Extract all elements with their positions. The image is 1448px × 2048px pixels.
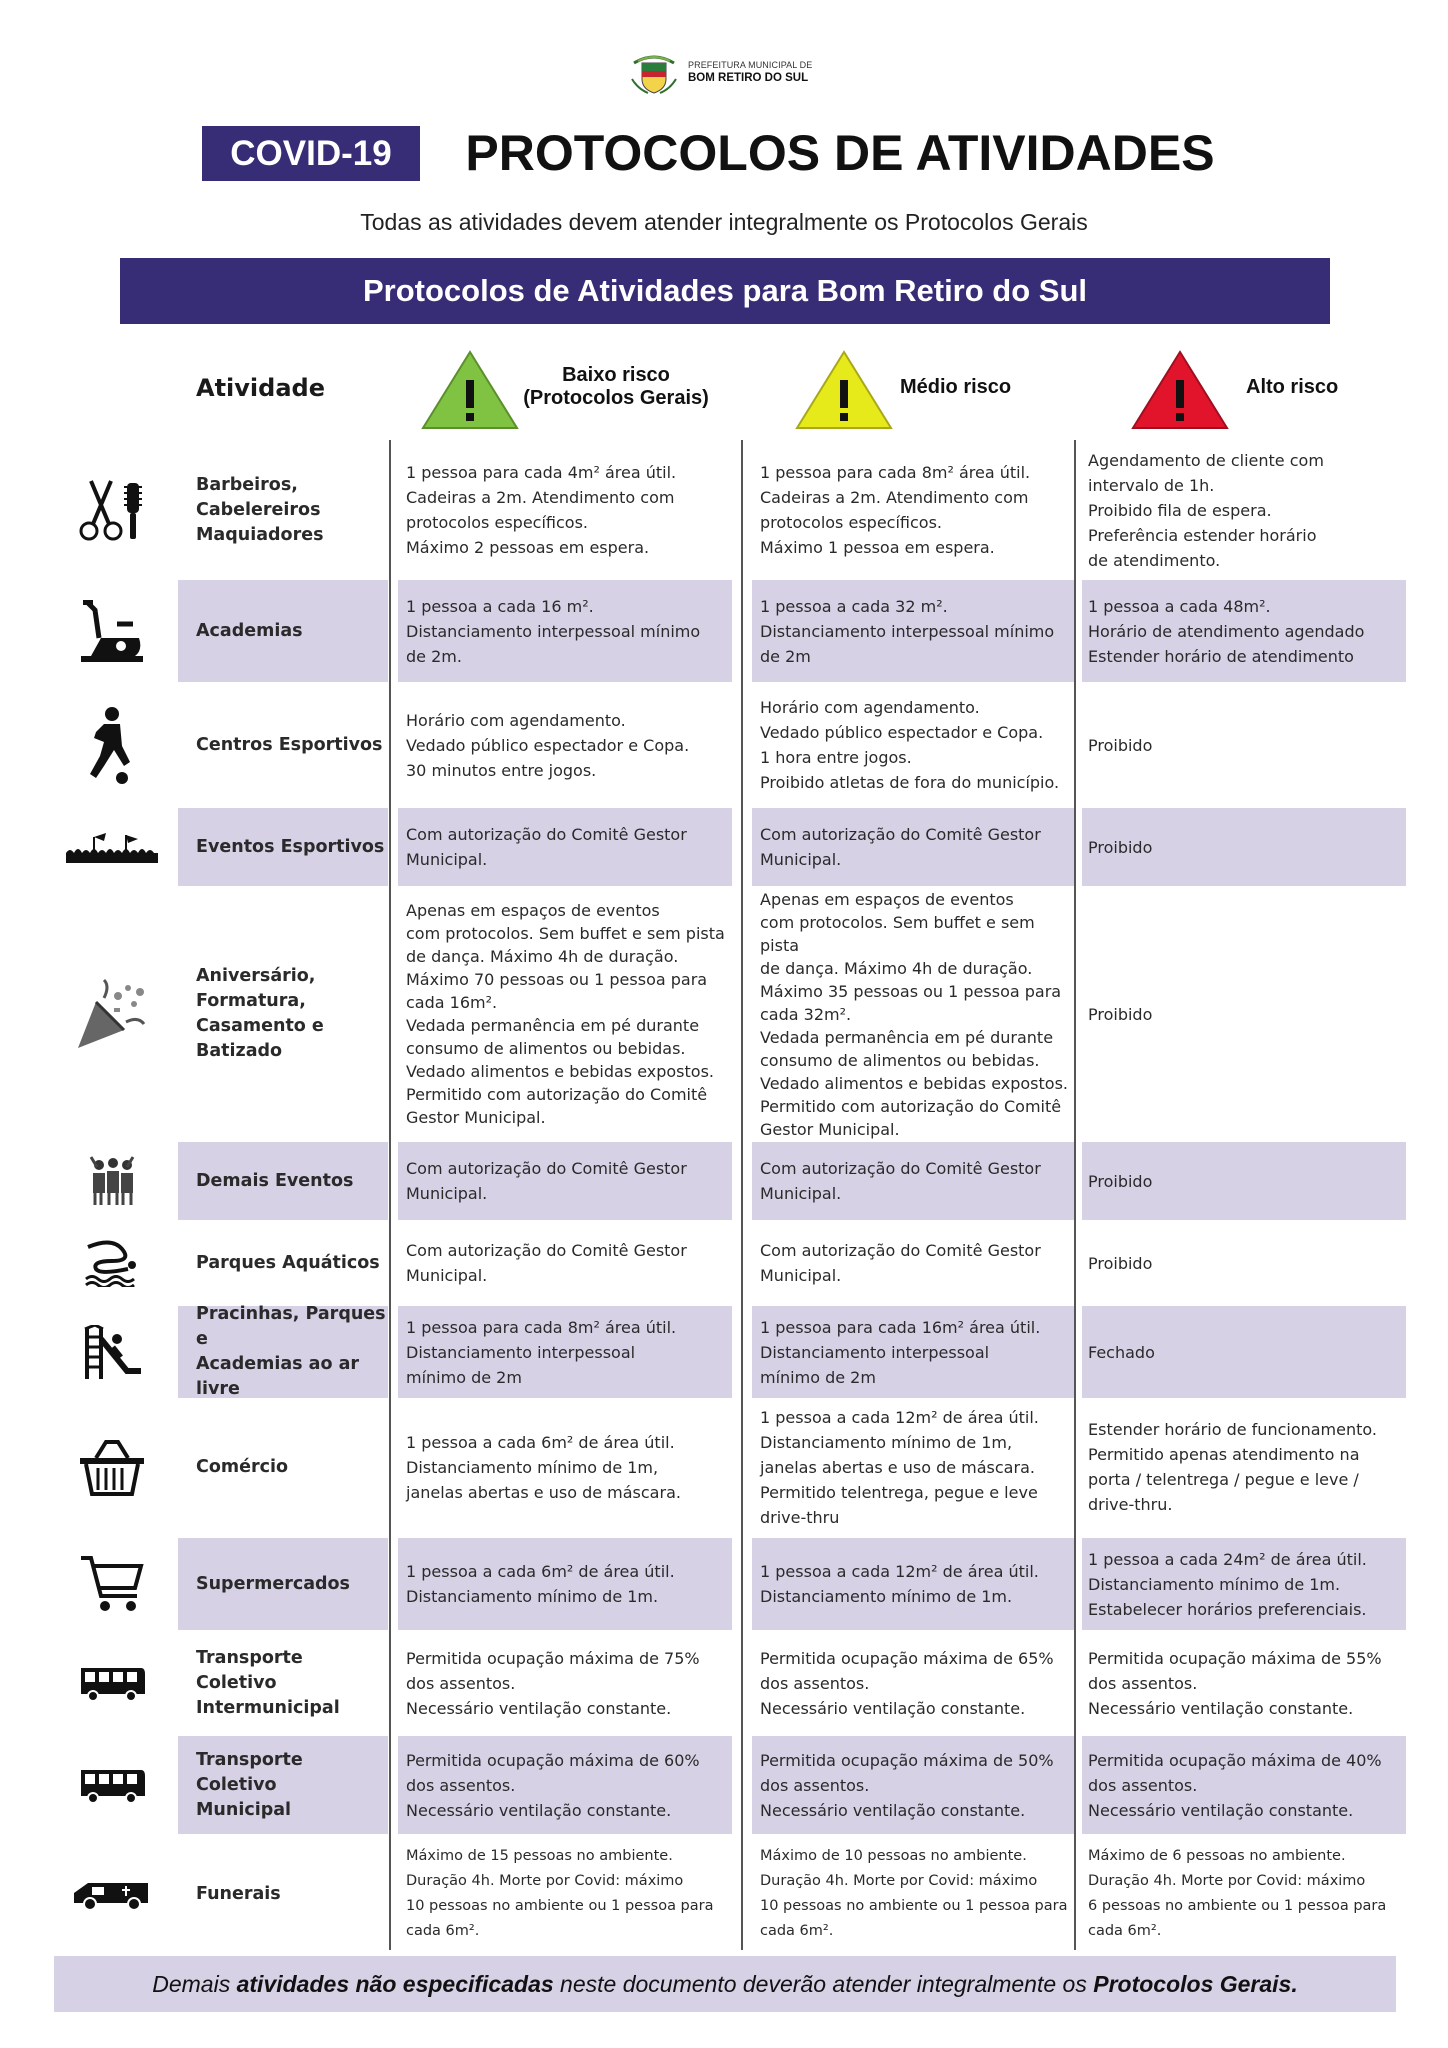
low-risk-text: Com autorização do Comitê Gestor Municipal. (406, 825, 687, 869)
activity-name: Academias (196, 620, 303, 641)
low-risk-text: 1 pessoa a cada 16 m². Distanciamento interpessoal mínimo de 2m. (406, 596, 701, 666)
column-header-high: Alto risco (1246, 376, 1339, 398)
activity-name: Demais Eventos (196, 1170, 354, 1191)
medium-risk-text: Com autorização do Comitê Gestor Municipal. (760, 1159, 1041, 1203)
footer-bold-2: Protocolos Gerais. (1093, 1970, 1298, 1997)
low-risk-text: Com autorização do Comitê Gestor Municipal. (406, 1159, 687, 1203)
party-popper-icon (74, 976, 150, 1052)
page-subtitle: Todas as atividades devem atender integralmente os Protocolos Gerais (360, 209, 1088, 235)
org-line2: BOM RETIRO DO SUL (688, 72, 809, 84)
table-row-transporte-municipal (0, 1736, 1448, 1834)
water-slide-icon (82, 1239, 142, 1287)
warning-medium-icon (794, 350, 894, 430)
activity-name: Aniversário, Formatura, Casamento e Batizado (196, 966, 324, 1061)
high-risk-text: Proibido (1088, 837, 1153, 857)
table-row-barbeiros (0, 446, 1448, 574)
table-row-parques-aquaticos (0, 1224, 1448, 1302)
activity-name: Pracinhas, Parques e Academias ao ar livre (196, 1304, 386, 1399)
crowd-icon (89, 1155, 135, 1207)
low-risk-text: Máximo de 15 pessoas no ambiente. Duração 4h. Morte por Covid: máximo 10 pessoas no ambiente ou 1 pessoa para cada 6m². (406, 1848, 714, 1939)
medium-risk-text: 1 pessoa para cada 8m² área útil. Cadeiras a 2m. Atendimento com protocolos específicos. Máximo 1 pessoa em espera. (760, 463, 1031, 557)
table-row-pracinhas (0, 1306, 1448, 1398)
high-risk-text: Fechado (1088, 1342, 1155, 1362)
low-risk-text: 1 pessoa para cada 4m² área útil. Cadeiras a 2m. Atendimento com protocolos específicos. Máximo 2 pessoas em espera. (406, 463, 677, 557)
table-row-transporte-intermunicipal (0, 1634, 1448, 1732)
page-title: PROTOCOLOS DE ATIVIDADES (465, 125, 1215, 181)
medium-risk-text: Com autorização do Comitê Gestor Municipal. (760, 825, 1041, 869)
playground-icon (81, 1325, 143, 1379)
shopping-basket-icon (78, 1438, 146, 1496)
soccer-player-icon (82, 706, 142, 784)
column-header-activity: Atividade (196, 374, 325, 402)
high-risk-text: 1 pessoa a cada 48m². Horário de atendimento agendado Estender horário de atendimento (1088, 596, 1365, 666)
medium-risk-text: Máximo de 10 pessoas no ambiente. Duração 4h. Morte por Covid: máximo 10 pessoas no ambiente ou 1 pessoa para cada 6m². (760, 1848, 1068, 1939)
medium-risk-text: Permitida ocupação máxima de 50% dos assentos. Necessário ventilação constante. (760, 1750, 1054, 1820)
crest-icon (628, 49, 680, 95)
activity-name: Transporte Coletivo Intermunicipal (196, 1647, 340, 1718)
section-banner: Protocolos de Atividades para Bom Retiro do Sul (120, 258, 1330, 324)
medium-risk-text: 1 pessoa a cada 12m² de área útil. Distanciamento mínimo de 1m, janelas abertas e uso de máscara. Permitido telentrega, pegue e leve drive-thru (760, 1407, 1039, 1527)
low-risk-text: Horário com agendamento. Vedado público espectador e Copa. 30 minutos entre jogos. (406, 710, 690, 780)
footer-bold-1: atividades não especificadas (236, 1970, 554, 1997)
footer-note (54, 1956, 1396, 2012)
high-risk-text: 1 pessoa a cada 24m² de área útil. Distanciamento mínimo de 1m. Estabelecer horários preferenciais. (1088, 1549, 1367, 1619)
warning-low-icon (420, 350, 520, 430)
high-risk-text: Estender horário de funcionamento. Permitido apenas atendimento na porta / telentrega / pegue e leve / drive-thru. (1088, 1420, 1377, 1514)
medium-risk-text: 1 pessoa a cada 12m² de área útil. Distanciamento mínimo de 1m. (760, 1562, 1039, 1606)
column-header-medium: Médio risco (900, 376, 1012, 398)
medium-risk-text: Horário com agendamento. Vedado público espectador e Copa. 1 hora entre jogos. Proibido atletas de fora do município. (760, 698, 1060, 792)
table-row-academias (0, 580, 1448, 682)
high-risk-text: Proibido (1088, 1253, 1153, 1273)
footer-text-1: Demais (152, 1970, 237, 1997)
medium-risk-text: 1 pessoa para cada 16m² área útil. Distanciamento interpessoal mínimo de 2m (760, 1317, 1041, 1387)
low-risk-text: Permitida ocupação máxima de 60% dos assentos. Necessário ventilação constante. (406, 1750, 700, 1820)
org-line1: PREFEITURA MUNICIPAL DE (688, 60, 813, 70)
low-risk-text: 1 pessoa a cada 6m² de área útil. Distanciamento mínimo de 1m. (406, 1562, 675, 1606)
low-risk-text: Apenas em espaços de eventos com protocolos. Sem buffet e sem pista de dança. Máximo 4h de duração. Máximo 70 pessoas ou 1 pessoa para cada 16m². Vedada permanência em pé durante consumo de alimentos ou bebidas. Vedado alimentos e bebidas expostos. Permitido com autorização do Comitê Gestor Municipal. (406, 901, 725, 1127)
activity-name: Eventos Esportivos (196, 836, 385, 857)
activity-name: Parques Aquáticos (196, 1252, 380, 1273)
exercise-bike-icon (77, 598, 147, 664)
table-row-supermercados (0, 1538, 1448, 1630)
activity-name: Transporte Coletivo Municipal (196, 1749, 303, 1820)
bus-icon (79, 1664, 145, 1702)
covid-badge: COVID-19 (202, 126, 420, 181)
high-risk-text: Proibido (1088, 1171, 1153, 1191)
bus-icon (79, 1766, 145, 1804)
footer-text-2: neste documento deverão atender integralmente os (553, 1970, 1094, 1997)
hearse-icon (72, 1877, 152, 1911)
table-row-funerais (0, 1838, 1448, 1950)
activity-name: Supermercados (196, 1573, 350, 1594)
low-risk-text: 1 pessoa para cada 8m² área útil. Distanciamento interpessoal mínimo de 2m (406, 1317, 677, 1387)
medium-risk-text: Com autorização do Comitê Gestor Municipal. (760, 1241, 1041, 1285)
high-risk-text: Agendamento de cliente com intervalo de 1h. Proibido fila de espera. Preferência estender horário de atendimento. (1088, 450, 1324, 570)
crowd-flags-icon (66, 831, 158, 863)
high-risk-text: Permitida ocupação máxima de 40% dos assentos. Necessário ventilação constante. (1088, 1750, 1382, 1820)
municipality-logo (628, 48, 812, 96)
activity-name: Comércio (196, 1456, 288, 1477)
high-risk-text: Permitida ocupação máxima de 55% dos assentos. Necessário ventilação constante. (1088, 1648, 1382, 1718)
activity-name: Centros Esportivos (196, 734, 383, 755)
table-row-centros-esportivos (0, 686, 1448, 804)
activity-name: Funerais (196, 1883, 281, 1904)
high-risk-text: Proibido (1088, 1004, 1153, 1024)
table-row-demais-eventos (0, 1142, 1448, 1220)
shopping-cart-icon (79, 1554, 145, 1614)
table-row-aniversario (0, 890, 1448, 1138)
table-row-eventos-esportivos (0, 808, 1448, 886)
high-risk-text: Proibido (1088, 735, 1153, 755)
table-row-comercio (0, 1402, 1448, 1532)
medium-risk-text: Permitida ocupação máxima de 65% dos assentos. Necessário ventilação constante. (760, 1648, 1054, 1718)
warning-high-icon (1130, 350, 1230, 430)
low-risk-text: Com autorização do Comitê Gestor Municipal. (406, 1241, 687, 1285)
low-risk-text: 1 pessoa a cada 6m² de área útil. Distanciamento mínimo de 1m, janelas abertas e uso de máscara. (406, 1432, 681, 1502)
column-header-low: Baixo risco (Protocolos Gerais) (523, 364, 709, 409)
medium-risk-text: Apenas em espaços de eventos com protocolos. Sem buffet e sem pista de dança. Máximo 4h de duração. Máximo 35 pessoas ou 1 pessoa para cada 32m². Vedada permanência em pé durante consumo de alimentos ou bebidas. Vedado alimentos e bebidas expostos. Permitido com autorização do Comitê Gestor Municipal. (760, 889, 1068, 1139)
activity-name: Barbeiros, Cabelereiros Maquiadores (196, 474, 324, 545)
low-risk-text: Permitida ocupação máxima de 75% dos assentos. Necessário ventilação constante. (406, 1648, 700, 1718)
high-risk-text: Máximo de 6 pessoas no ambiente. Duração 4h. Morte por Covid: máximo 6 pessoas no ambiente ou 1 pessoa para cada 6m². (1088, 1848, 1387, 1939)
medium-risk-text: 1 pessoa a cada 32 m². Distanciamento interpessoal mínimo de 2m (760, 596, 1055, 666)
scissors-comb-icon (77, 477, 147, 543)
